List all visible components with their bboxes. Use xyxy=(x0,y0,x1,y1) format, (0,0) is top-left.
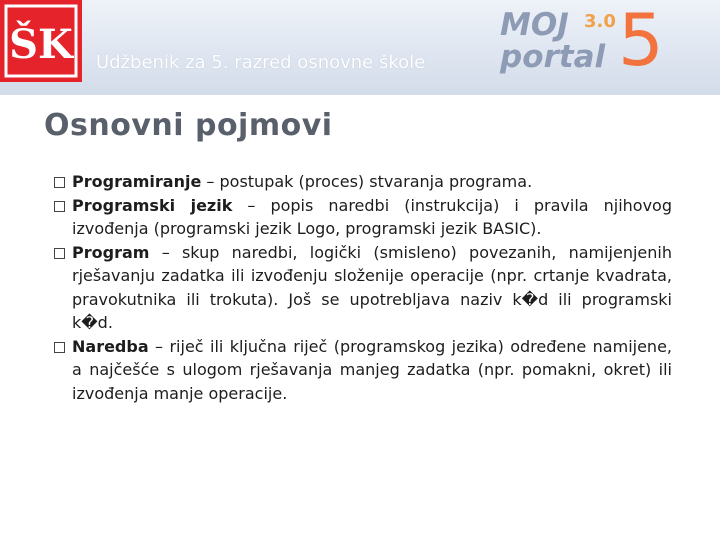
brand-grade-number: 5 xyxy=(618,0,664,82)
checkbox-bullet-icon xyxy=(54,248,65,259)
checkbox-bullet-icon xyxy=(54,177,65,188)
logo-letters: ŠK xyxy=(9,21,73,68)
checkbox-bullet-icon xyxy=(54,201,65,212)
definition-text: – riječ ili ključna riječ (programskog jezika) određene namijene, a najčešće s ulogom rješavanja manjeg zadatka (npr. pomakni, okret) ili izvođenja manje operacije. xyxy=(72,336,672,403)
definition-item xyxy=(52,194,672,241)
definition-term: Programiranje xyxy=(72,172,202,191)
checkbox-bullet-icon xyxy=(54,342,65,353)
moj-portal-logo xyxy=(500,0,720,82)
definition-item xyxy=(52,170,672,194)
definitions-list xyxy=(52,170,672,405)
definition-term: Programski jezik xyxy=(72,195,233,215)
definition-text: – popis naredbi (instrukcija) i pravila njihovog izvođenja (programski jezik Logo, programski jezik BASIC). xyxy=(72,195,672,238)
definition-text: – postupak (proces) stvaranja programa. xyxy=(201,172,533,191)
definition-item xyxy=(52,335,672,406)
definition-item xyxy=(52,241,672,335)
brand-moj-text: MOJ xyxy=(500,7,569,43)
brand-portal-text: portal xyxy=(500,39,606,75)
definition-text: – skup naredbi, logički (smisleno) povezanih, namijenjenih rješavanju zadatka ili izvođenju složenije operacije (npr. crtanje kvadrata, pravokutnika ili trokuta). Još se upotrebljava naziv k�d ili programski k�d. xyxy=(72,242,672,332)
header-banner xyxy=(0,0,720,95)
definition-term: Program xyxy=(72,242,150,262)
textbook-subtitle: Udžbenik za 5. razred osnovne škole xyxy=(96,52,426,73)
slide-title: Osnovni pojmovi xyxy=(44,108,333,143)
definition-term: Naredba xyxy=(72,336,149,356)
sk-logo-icon xyxy=(0,0,82,82)
brand-version-text: 3.0 xyxy=(584,11,616,32)
publisher-logo xyxy=(0,0,82,82)
